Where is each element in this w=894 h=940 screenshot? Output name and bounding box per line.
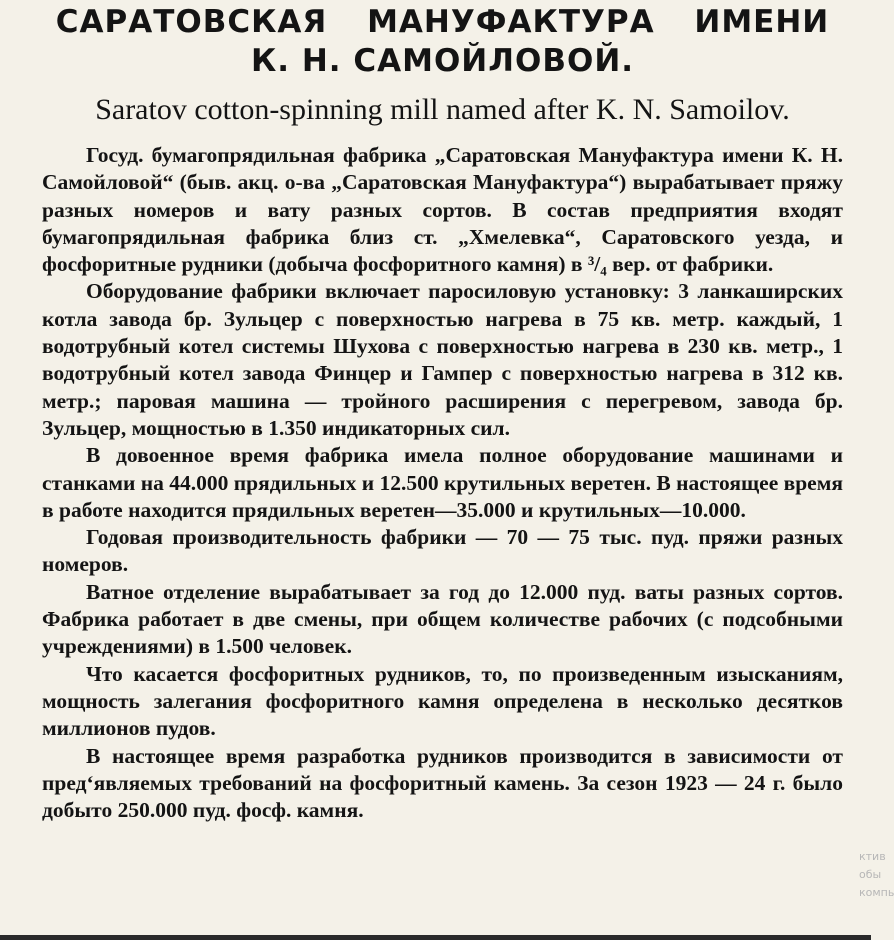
paragraph-wadding: Ватное отделение вырабатывает за год до 12.000 пуд. ваты разных сортов. Фабрика работает в две смены, при общем количестве рабочих (с подсобными учреждениями) в 1.500 человек.	[42, 579, 843, 659]
overlay-fragment: ктив	[859, 850, 886, 863]
overlay-fragment: компь	[859, 886, 894, 899]
paragraph-productivity: Годовая производительность фабрики — 70 — 75 тыс. пуд. пряжи разных номеров.	[42, 525, 843, 577]
paragraph-equipment: Оборудование фабрики включает паросиловую установку: 3 ланкаширских котла завода бр. Зульцер с поверхностью нагрева в 75 кв. метр. каждый, 1 водотрубный котел системы Шухова с поверхностью нагрева в 230 кв. метр., 1 водотрубный котел завода Финцер и Гампер с поверхностью нагрева в 312 кв. метр.; паровая машина — тройного расширения с перегревом, завода бр. Зульцер, мощностью в 1.350 индикаторных сил.	[42, 279, 843, 440]
page-title: САРАТОВСКАЯ МАНУФАКТУРА ИМЕНИ	[55, 4, 830, 40]
paragraph-spindles: В довоенное время фабрика имела полное оборудование машинами и станками на 44.000 прядильных и 12.500 крутильных веретен. В настоящее время в работе находится прядильных веретен—35.000 и крутильных—10.000.	[42, 443, 844, 522]
paragraph-phosphorite: Что касается фосфоритных рудников, то, по произведенным изысканиям, мощность залегания фосфоритного камня определена в несколько десятков миллионов пудов.	[42, 661, 843, 741]
article-body	[42, 142, 843, 824]
paragraph-mining: В настоящее время разработка рудников производится в зависимости от пред‘являемых требований на фосфоритный камень. За сезон 1923 — 24 г. было добыто 250.000 пуд. фосф. камня.	[42, 743, 843, 823]
bottom-border	[0, 935, 871, 940]
page-title-line2: К. Н. САМОЙЛОВОЙ.	[250, 43, 635, 79]
paragraph-intro: Госуд. бумагопрядильная фабрика „Саратовская Мануфактура имени К. Н. Самойловой“ (быв. акц. о-ва „Саратовская Мануфактура“) вырабатывает пряжу разных номеров и вату разных сортов. В состав предприятия входят бумагопрядильная фабрика близ ст. „Хмелевка“, Саратовского уезда, и фосфоритные рудники (добыча фосфоритного камня) в ³/₄ вер. от фабрики.	[42, 143, 843, 277]
english-subtitle: Saratov cotton-spinning mill named after K. N. Samoilov.	[95, 93, 790, 126]
overlay-fragment: обы	[859, 868, 882, 881]
